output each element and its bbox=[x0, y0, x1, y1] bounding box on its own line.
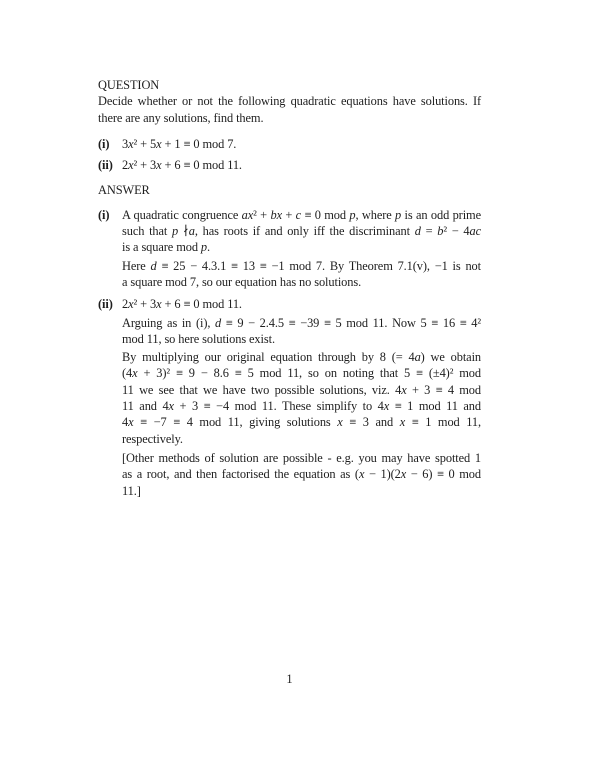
question-heading: QUESTION bbox=[98, 78, 160, 92]
answer-i-paragraph-1: A quadratic congruence ax² + bx + c ≡ 0 mod p, where p is an odd prime such that p ∤a, has roots if and only iff the discriminant d = b² − 4ac is a square mod p. bbox=[122, 207, 482, 255]
answer-item-i bbox=[98, 207, 481, 290]
answer-ii-paragraph-1: Arguing as in (i), d ≡ 9 − 2.4.5 ≡ −39 ≡ 5 mod 11. Now 5 ≡ 16 ≡ 4² mod 11, so here solutions exist. bbox=[122, 315, 481, 346]
page-content bbox=[98, 77, 481, 499]
page-number: 1 bbox=[286, 672, 293, 686]
answer-item-ii bbox=[98, 296, 481, 499]
answer-body-ii bbox=[122, 296, 481, 499]
answer-i-paragraph-2: Here d ≡ 25 − 4.3.1 ≡ 13 ≡ −1 mod 7. By Theorem 7.1(v), −1 is not a square mod 7, so our equation has no solutions. bbox=[122, 258, 481, 289]
question-intro: Decide whether or not the following quadratic equations have solutions. If there are any solutions, find them. bbox=[98, 94, 481, 125]
question-item-ii bbox=[98, 157, 481, 173]
question-equation-ii: 2x² + 3x + 6 ≡ 0 mod 11. bbox=[122, 158, 242, 173]
answer-ii-paragraph-2: By multiplying our original equation through by 8 (= 4a) we obtain (4x + 3)² ≡ 9 − 8.6 ≡ 5 mod 11, so on noting that 5 ≡ (±4)² mod 11 we see that we have two possible solutions, viz. 4x + 3 ≡ 4 mod 11 and 4x + 3 ≡ −4 mod 11. These simplify to 4x ≡ 1 mod 11 and 4x ≡ −7 ≡ 4 mod 11, giving solutions x ≡ 3 and x ≡ 1 mod 11, respectively. bbox=[122, 350, 482, 446]
answer-label-ii: (ii) bbox=[98, 297, 113, 312]
answer-body-i bbox=[122, 207, 481, 290]
answer-ii-equation: 2x² + 3x + 6 ≡ 0 mod 11. bbox=[122, 297, 242, 312]
question-item-i bbox=[98, 136, 481, 152]
answer-heading: ANSWER bbox=[98, 183, 150, 198]
answer-ii-paragraph-3: [Other methods of solution are possible - e.g. you may have spotted 1 as a root, and then factorised the equation as (x − 1)(2x − 6) ≡ 0 mod 11.] bbox=[122, 450, 481, 498]
question-equation-i: 3x² + 5x + 1 ≡ 0 mod 7. bbox=[122, 136, 237, 151]
item-label-i: (i) bbox=[98, 136, 110, 151]
answer-label-i: (i) bbox=[98, 207, 110, 222]
item-label-ii: (ii) bbox=[98, 158, 113, 173]
